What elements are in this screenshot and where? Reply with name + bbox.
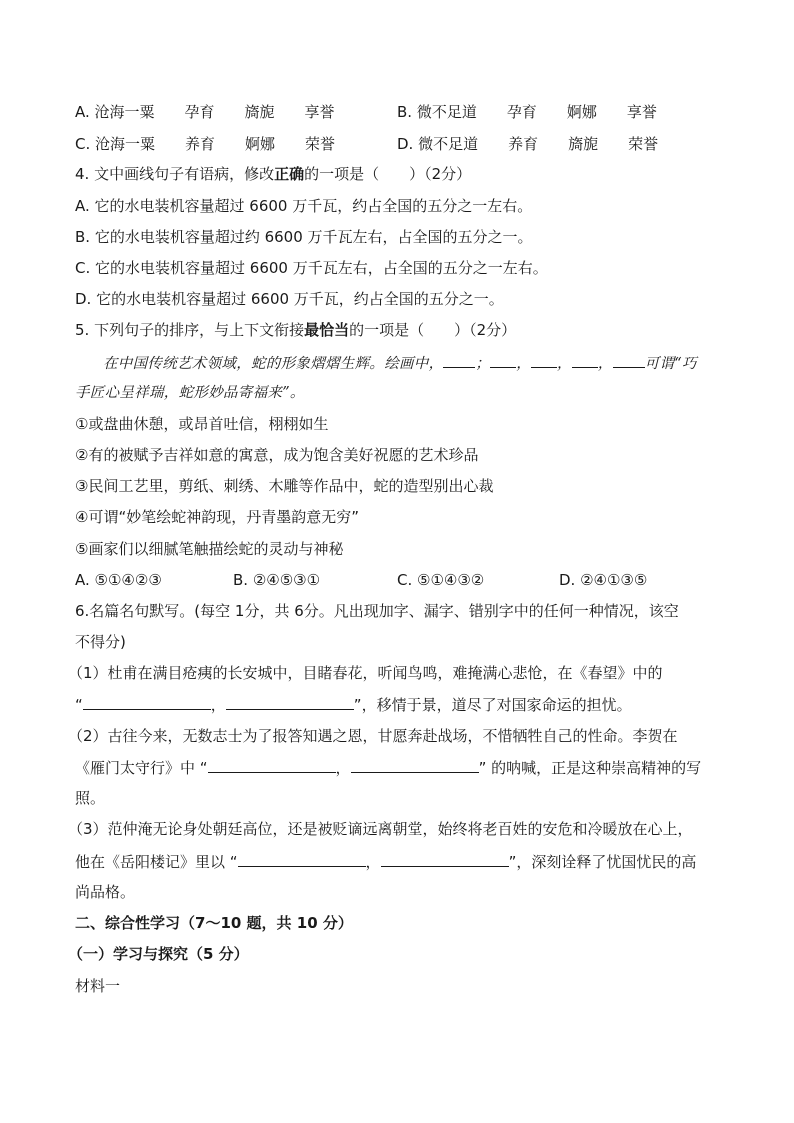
q4-stem-pre: 4. 文中画线句子有语病，修改 [75, 165, 275, 183]
q6-part2-tail: ” 的呐喊，正是这种崇高精神的写 [478, 759, 702, 777]
q5-sentence-1: ①或盘曲休憩，或昂首吐信，栩栩如生 [75, 415, 329, 433]
q5-option-b: B. ②④⑤③① [233, 571, 321, 589]
q5-option-d: D. ②④①③⑤ [559, 571, 648, 589]
q5-sentence-4: ④可谓“妙笔绘蛇神韵现，丹青墨韵意无穷” [75, 508, 359, 526]
q6-part1-tail: ”，移情于景，道尽了对国家命运的担忧。 [353, 696, 632, 714]
q5-passage-line1 [103, 352, 697, 374]
q6-blank-2[interactable] [226, 694, 354, 710]
q5-sentence-2: ②有的被赋予吉祥如意的寓意，成为饱含美好祝愿的艺术珍品 [75, 446, 479, 464]
quote-open: “ [75, 696, 83, 714]
q6-part1-line2 [75, 694, 632, 715]
q6-part2-line3: 照。 [75, 789, 106, 807]
q6-blank-6[interactable] [381, 851, 509, 867]
q5-blank-4[interactable] [572, 352, 598, 368]
comma: ， [335, 759, 351, 777]
q6-part3-tail: ”，深刻诠释了忧国忧民的高 [508, 853, 697, 871]
comma: ， [210, 696, 226, 714]
q5-stem-post: 的一项是（ ）（2分） [349, 321, 517, 339]
section2-title: 二、综合性学习（7～10 题，共 10 分） [75, 914, 353, 932]
q5-passage-sep: ； [475, 356, 491, 372]
q4-stem [75, 164, 471, 184]
q3-option-c: C. 沧海一粟 养育 婀娜 荣誉 [75, 135, 336, 153]
q6-part3-line1: （3）范仲淹无论身处朝廷高位，还是被贬谪远离朝堂，始终将老百姓的安危和冷暖放在心上， [68, 820, 693, 838]
q3-option-a: A. 沧海一粟 孕育 旖旎 享誉 [75, 103, 335, 121]
q5-blank-2[interactable] [490, 352, 516, 368]
q5-sentence-3: ③民间工艺里，剪纸、刺绣、木雕等作品中，蛇的造型别出心裁 [75, 477, 494, 495]
q6-stem-line1: 6.名篇名句默写。(每空 1分，共 6分。凡出现加字、漏字、错别字中的任何一种情况，该空 [75, 602, 679, 620]
q5-stem-pre: 5. 下列句子的排序，与上下文衔接 [75, 321, 305, 339]
q4-option-c: C. 它的水电装机容量超过 6600 万千瓦左右，占全国的五分之一左右。 [75, 259, 548, 277]
material-label: 材料一 [75, 977, 121, 995]
section2-subtitle: （一）学习与探究（5 分） [68, 945, 249, 963]
q5-passage-line2: 手匠心呈祥瑞，蛇形妙品寄福来”。 [75, 385, 305, 401]
q4-option-b: B. 它的水电装机容量超过约 6600 万千瓦左右，占全国的五分之一。 [75, 228, 533, 246]
q5-passage-start: 在中国传统艺术领域，蛇的形象熠熠生辉。绘画中， [103, 356, 444, 372]
q4-option-d: D. 它的水电装机容量超过 6600 万千瓦，约占全国的五分之一。 [75, 290, 504, 308]
q5-blank-5[interactable] [613, 352, 645, 368]
q4-option-a: A. 它的水电装机容量超过 6600 万千瓦，约占全国的五分之一左右。 [75, 197, 533, 215]
q5-option-a: A. ⑤①④②③ [75, 571, 162, 589]
q5-option-c: C. ⑤①④③② [397, 571, 485, 589]
q3-option-b: B. 微不足道 孕育 婀娜 享誉 [397, 103, 657, 121]
q6-stem-line2: 不得分) [75, 633, 126, 651]
q3-option-d: D. 微不足道 养育 旖旎 荣誉 [397, 135, 659, 153]
q6-blank-3[interactable] [208, 757, 336, 773]
q6-blank-4[interactable] [351, 757, 479, 773]
q6-part2-head: 《雁门太守行》中 “ [75, 759, 208, 777]
q5-passage-sep: ， [557, 356, 572, 372]
comma: ， [365, 853, 381, 871]
q5-passage-sep: ， [597, 356, 613, 372]
q6-part3-head: 他在《岳阳楼记》里以 “ [75, 853, 238, 871]
q6-part3-line3: 尚品格。 [75, 883, 136, 901]
q6-part1-line1: （1）杜甫在满目疮痍的长安城中，目睹春花，听闻鸟鸣，难掩满心悲怆，在《春望》中的 [68, 664, 663, 682]
q6-part2-line2 [75, 757, 701, 778]
q4-stem-post: 的一项是（ ）（2分） [304, 165, 472, 183]
q5-stem-bold: 最恰当 [304, 321, 350, 339]
q6-part3-line2 [75, 851, 696, 872]
q5-passage-sep: ， [516, 356, 532, 372]
q4-stem-bold: 正确 [274, 165, 305, 183]
q6-blank-1[interactable] [83, 694, 211, 710]
q5-sentence-5: ⑤画家们以细腻笔触描绘蛇的灵动与神秘 [75, 540, 344, 558]
q6-blank-5[interactable] [238, 851, 366, 867]
q6-part2-line1: （2）古往今来，无数志士为了报答知遇之恩，甘愿奔赴战场，不惜牺牲自己的性命。李贺在 [68, 727, 678, 745]
q5-passage-end: 可谓“巧 [644, 356, 697, 372]
q5-blank-3[interactable] [531, 352, 557, 368]
q5-blank-1[interactable] [443, 352, 475, 368]
q5-stem [75, 320, 516, 340]
